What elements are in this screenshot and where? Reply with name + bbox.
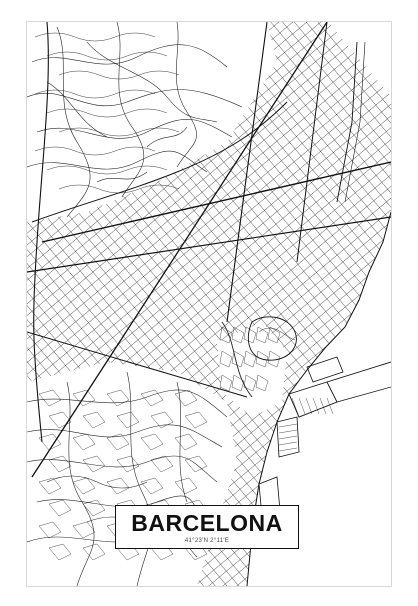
map-frame — [27, 22, 391, 586]
pier-line — [306, 398, 312, 414]
city-label-box — [115, 505, 299, 549]
pier-line — [320, 398, 326, 414]
pier-line — [299, 398, 305, 414]
port-dock — [277, 417, 299, 457]
pier-line — [279, 430, 297, 433]
railway-line — [337, 42, 357, 202]
neighborhood-patch — [217, 322, 287, 417]
pier-line — [279, 424, 297, 427]
city-name: BARCELONA — [131, 510, 283, 536]
breakwater — [337, 387, 391, 402]
major-avenue — [297, 22, 327, 262]
pier-line — [292, 398, 298, 414]
street-map — [27, 22, 391, 586]
port-dock — [289, 382, 337, 417]
pier-line — [279, 442, 297, 445]
breakwater — [327, 362, 391, 382]
land-area — [27, 22, 391, 586]
pier-line — [279, 448, 297, 451]
city-coordinates: 41°23'N 2°11'E — [184, 538, 230, 544]
pier-line — [279, 436, 297, 439]
